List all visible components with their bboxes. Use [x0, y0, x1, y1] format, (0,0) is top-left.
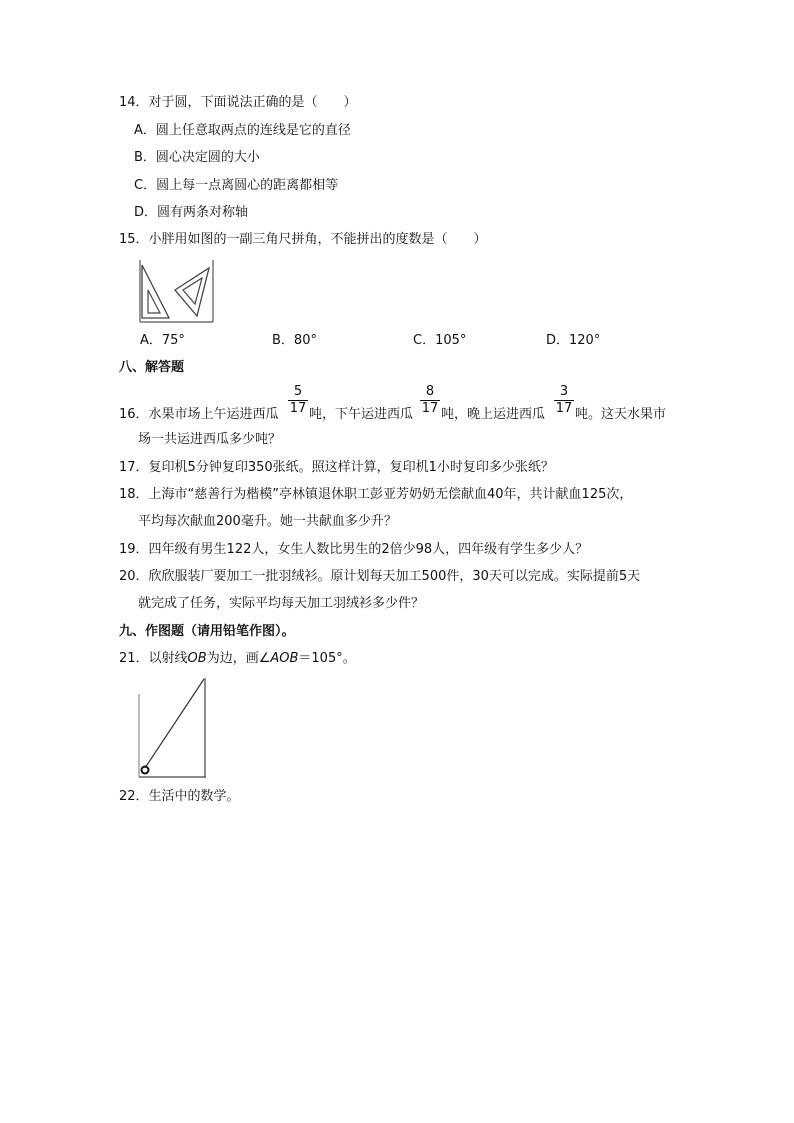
- fraction-denominator: 17: [421, 401, 439, 416]
- q15-stem: 15．小胖用如图的一副三角尺拼角，不能拼出的度数是（ ）: [119, 232, 487, 247]
- q16-text-1: 16．水果市场上午运进西瓜: [119, 407, 279, 422]
- q15-option-b: B．80°: [272, 333, 317, 348]
- q16-text-3: 吨，晚上运进西瓜: [441, 407, 546, 422]
- q20-line-2: 就完成了任务，实际平均每天加工羽绒衫多少件？: [138, 596, 425, 611]
- q14-option-c: C．圆上每一点离圆心的距离都相等: [134, 178, 339, 193]
- q17-text: 17．复印机5分钟复印350张纸。照这样计算，复印机1小时复印多少张纸？: [119, 460, 554, 475]
- fraction-numerator: 8: [425, 384, 435, 399]
- q21-stem: 21．以射线OB为边，画∠AOB＝105°。: [119, 651, 356, 666]
- set-square-figure: [139, 260, 214, 323]
- fraction-numerator: 3: [559, 384, 569, 399]
- q19-text: 19．四年级有男生122人，女生人数比男生的2倍少98人，四年级有学生多少人？: [119, 542, 589, 557]
- q16-fraction-2: [420, 385, 440, 416]
- fraction-denominator: 17: [555, 401, 573, 416]
- q16-fraction-3: [554, 385, 574, 416]
- q20-line-1: 20．欣欣服装厂要加工一批羽绒衫。原计划每天加工500件，30天可以完成。实际提前5天: [119, 569, 641, 584]
- q14-option-d: D．圆有两条对称轴: [134, 205, 249, 220]
- q14-stem: 14．对于圆，下面说法正确的是（ ）: [119, 95, 357, 110]
- q15-option-a: A．75°: [140, 333, 185, 348]
- fraction-denominator: 17: [289, 401, 307, 416]
- q16-line-2: 场一共运进西瓜多少吨？: [138, 432, 282, 447]
- q16-fraction-1: [288, 385, 308, 416]
- ray-ob-figure: [138, 676, 208, 780]
- fraction-numerator: 5: [293, 384, 303, 399]
- q16-text-2: 吨，下午运进西瓜: [309, 407, 414, 422]
- q15-option-c: C．105°: [413, 333, 467, 348]
- q14-option-a: A．圆上任意取两点的连线是它的直径: [134, 123, 351, 138]
- section-8-title: 八、解答题: [119, 360, 185, 375]
- q14-option-b: B．圆心决定圆的大小: [134, 150, 260, 165]
- q18-line-1: 18．上海市“慈善行为楷模”亭林镇退休职工彭亚芳奶奶无偿献血40年，共计献血125次，: [119, 487, 633, 502]
- q22-text: 22．生活中的数学。: [119, 789, 240, 804]
- q15-option-d: D．120°: [546, 333, 601, 348]
- q16-text-4: 吨。这天水果市: [575, 407, 667, 422]
- q18-line-2: 平均每次献血200毫升。她一共献血多少升？: [138, 514, 397, 529]
- section-9-title: 九、作图题（请用铅笔作图）。: [119, 624, 295, 639]
